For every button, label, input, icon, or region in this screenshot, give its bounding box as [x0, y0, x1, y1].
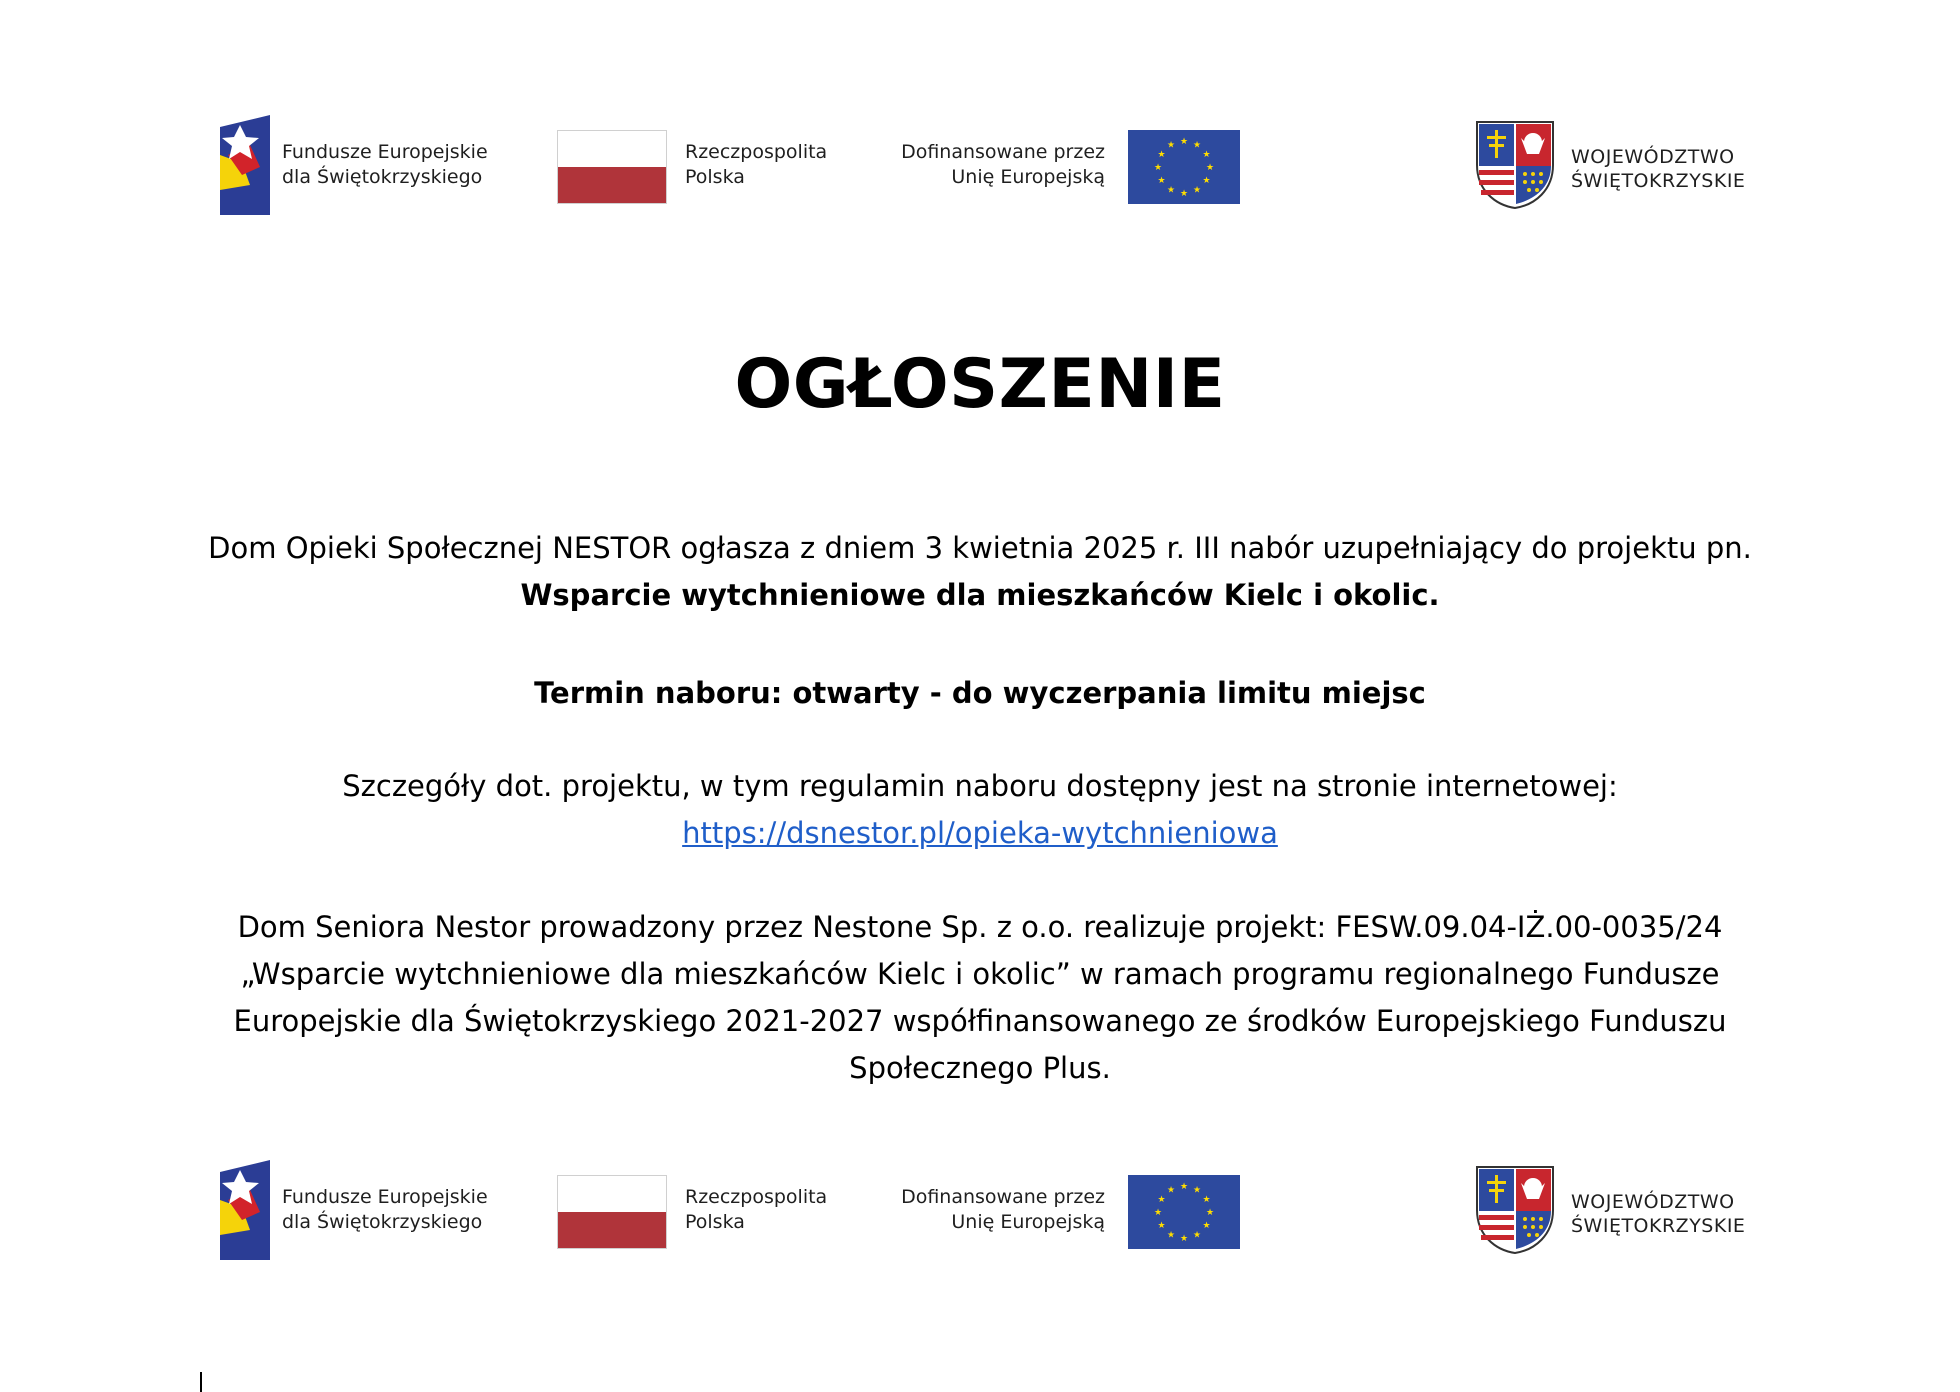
svg-text:★: ★ — [1202, 1221, 1211, 1231]
sw-logo-line2: ŚWIĘTOKRZYSKIE — [1571, 170, 1746, 192]
svg-text:★: ★ — [1166, 1185, 1176, 1196]
svg-text:★: ★ — [1157, 1195, 1166, 1205]
coat-of-arms-icon — [1475, 1165, 1555, 1255]
svg-text:★: ★ — [1157, 176, 1166, 186]
svg-text:★: ★ — [1205, 163, 1215, 173]
svg-text:★: ★ — [1179, 189, 1189, 199]
svg-text:★: ★ — [1179, 1234, 1189, 1244]
project-details-text: Szczegóły dot. projektu, w tym regulamin naboru dostępny jest na stronie internetowej: — [342, 769, 1618, 803]
svg-text:★: ★ — [1192, 140, 1202, 151]
project-details — [200, 763, 1760, 857]
rp-logo — [557, 1160, 857, 1260]
svg-text:★: ★ — [1153, 163, 1163, 173]
recruitment-deadline-text: Termin naboru: otwarty - do wyczerpania limitu miejsc — [534, 676, 1426, 710]
svg-text:★: ★ — [1192, 1185, 1202, 1196]
svg-text:★: ★ — [1157, 150, 1166, 160]
text-cursor — [200, 1372, 202, 1392]
rp-logo-line1: Rzeczpospolita — [685, 141, 828, 163]
swietokrzyskie-logo — [1475, 115, 1746, 215]
svg-text:★: ★ — [1166, 1230, 1176, 1241]
fe-logo — [220, 1160, 520, 1260]
svg-text:★: ★ — [1166, 185, 1176, 196]
rp-logo — [557, 115, 857, 215]
eu-logo — [880, 115, 1240, 215]
fe-star-logo-icon — [220, 115, 270, 215]
eu-logo-line2: Unię Europejską — [951, 1211, 1105, 1233]
polish-flag-icon — [557, 1175, 667, 1249]
svg-text:★: ★ — [1179, 1182, 1189, 1192]
announcement-title: OGŁOSZENIE — [734, 345, 1226, 424]
logo-strip-bottom — [220, 1160, 1746, 1260]
logo-strip-top — [220, 115, 1746, 215]
eu-flag-icon — [1128, 1175, 1240, 1249]
eu-logo-line1: Dofinansowane przez — [901, 1186, 1105, 1208]
svg-text:★: ★ — [1153, 1208, 1163, 1218]
svg-text:★: ★ — [1192, 185, 1202, 196]
svg-text:★: ★ — [1166, 140, 1176, 151]
svg-text:★: ★ — [1202, 1195, 1211, 1205]
swietokrzyskie-logo — [1475, 1160, 1746, 1260]
fe-logo-line2: dla Świętokrzyskiego — [282, 166, 483, 188]
fe-star-logo-icon — [220, 1160, 270, 1260]
svg-text:★: ★ — [1179, 137, 1189, 147]
eu-logo-line2: Unię Europejską — [951, 166, 1105, 188]
sw-logo-line2: ŚWIĘTOKRZYSKIE — [1571, 1215, 1746, 1237]
rp-logo-line1: Rzeczpospolita — [685, 1186, 828, 1208]
svg-text:★: ★ — [1205, 1208, 1215, 1218]
fe-logo-line2: dla Świętokrzyskiego — [282, 1211, 483, 1233]
rp-logo-line2: Polska — [685, 1211, 745, 1233]
svg-text:★: ★ — [1157, 1221, 1166, 1231]
project-name: Wsparcie wytchnieniowe dla mieszkańców Kielc i okolic. — [520, 578, 1440, 612]
project-funding-info: Dom Seniora Nestor prowadzony przez Nestone Sp. z o.o. realizuje projekt: FESW.09.04-IŻ.00-0035/24 „Wsparcie wytchnieniowe dla mieszkańców Kielc i okolic” w ramach programu regionalnego Fundusze Europejskie dla Świętokrzyskiego 2021-2027 współfinansowanego ze środków Europejskiego Funduszu Społecznego Plus. — [233, 910, 1727, 1085]
sw-logo-line1: WOJEWÓDZTWO — [1571, 1191, 1735, 1213]
fe-logo — [220, 115, 520, 215]
svg-text:★: ★ — [1202, 176, 1211, 186]
coat-of-arms-icon — [1475, 120, 1555, 210]
recruitment-deadline — [200, 670, 1760, 717]
project-link[interactable]: https://dsnestor.pl/opieka-wytchnieniowa — [682, 816, 1278, 850]
eu-logo-line1: Dofinansowane przez — [901, 141, 1105, 163]
fe-logo-line1: Fundusze Europejskie — [282, 141, 488, 163]
svg-text:★: ★ — [1202, 150, 1211, 160]
fe-logo-line1: Fundusze Europejskie — [282, 1186, 488, 1208]
intro-text: Dom Opieki Społecznej NESTOR ogłasza z dniem 3 kwietnia 2025 r. III nabór uzupełniający do projektu pn. — [208, 531, 1752, 565]
eu-logo — [880, 1160, 1240, 1260]
rp-logo-line2: Polska — [685, 166, 745, 188]
sw-logo-line1: WOJEWÓDZTWO — [1571, 146, 1735, 168]
eu-flag-icon — [1128, 130, 1240, 204]
announcement-intro — [200, 525, 1760, 619]
svg-text:★: ★ — [1192, 1230, 1202, 1241]
polish-flag-icon — [557, 130, 667, 204]
